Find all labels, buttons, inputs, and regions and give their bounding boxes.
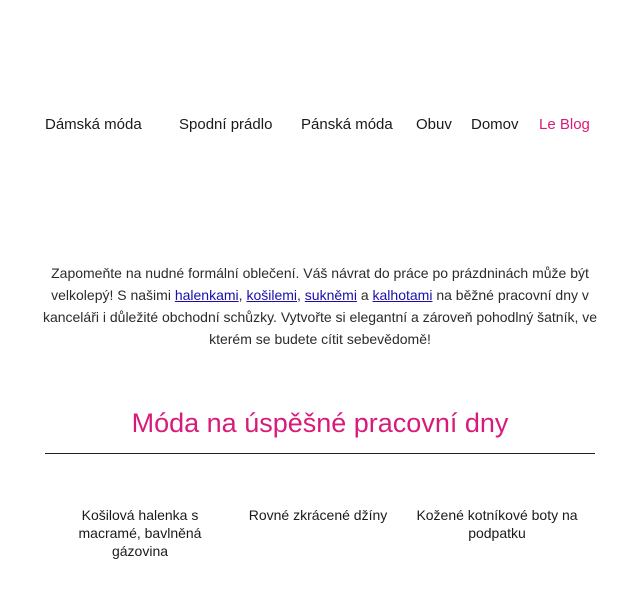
product-title-ankle-boots[interactable]: Kožené kotníkové boty na podpatku xyxy=(416,507,578,541)
intro-separator: , xyxy=(297,287,305,303)
nav-item-lingerie[interactable]: Spodní prádlo xyxy=(179,116,273,133)
intro-text-end: na běžné pracovní dny v kanceláři i důležité obchodní schůzky. Vytvořte si elegantní a zároveň pohodlný šatník, ve kterém se budete cítit sebevědomě! xyxy=(42,287,598,347)
main-navigation xyxy=(0,116,640,136)
product-title-blouse[interactable]: Košilová halenka s macramé, bavlněná gázovina xyxy=(78,507,202,559)
nav-item-blog[interactable]: Le Blog xyxy=(539,116,590,133)
intro-separator: a xyxy=(356,287,373,303)
nav-item-mens-fashion[interactable]: Pánská móda xyxy=(301,116,393,133)
nav-item-shoes[interactable]: Obuv xyxy=(416,116,452,133)
intro-separator: , xyxy=(238,287,247,303)
link-trousers[interactable]: kalhotami xyxy=(372,287,433,303)
product-title-jeans[interactable]: Rovné zkrácené džíny xyxy=(248,507,388,523)
product-list xyxy=(0,506,640,586)
section-divider xyxy=(45,453,595,454)
link-blouses[interactable]: halenkami xyxy=(174,287,239,303)
link-shirts[interactable]: košilemi xyxy=(246,287,298,303)
intro-paragraph xyxy=(40,262,600,350)
nav-item-home[interactable]: Domov xyxy=(471,116,519,133)
nav-item-womens-fashion[interactable]: Dámská móda xyxy=(45,116,142,133)
link-skirts[interactable]: sukněmi xyxy=(304,287,357,303)
section-title: Móda na úspěšné pracovní dny xyxy=(131,408,509,438)
intro-text-start: Zapomeňte na nudné formální oblečení. Váš návrat do práce po prázdninách může být velkolepý! S našimi xyxy=(51,265,589,303)
